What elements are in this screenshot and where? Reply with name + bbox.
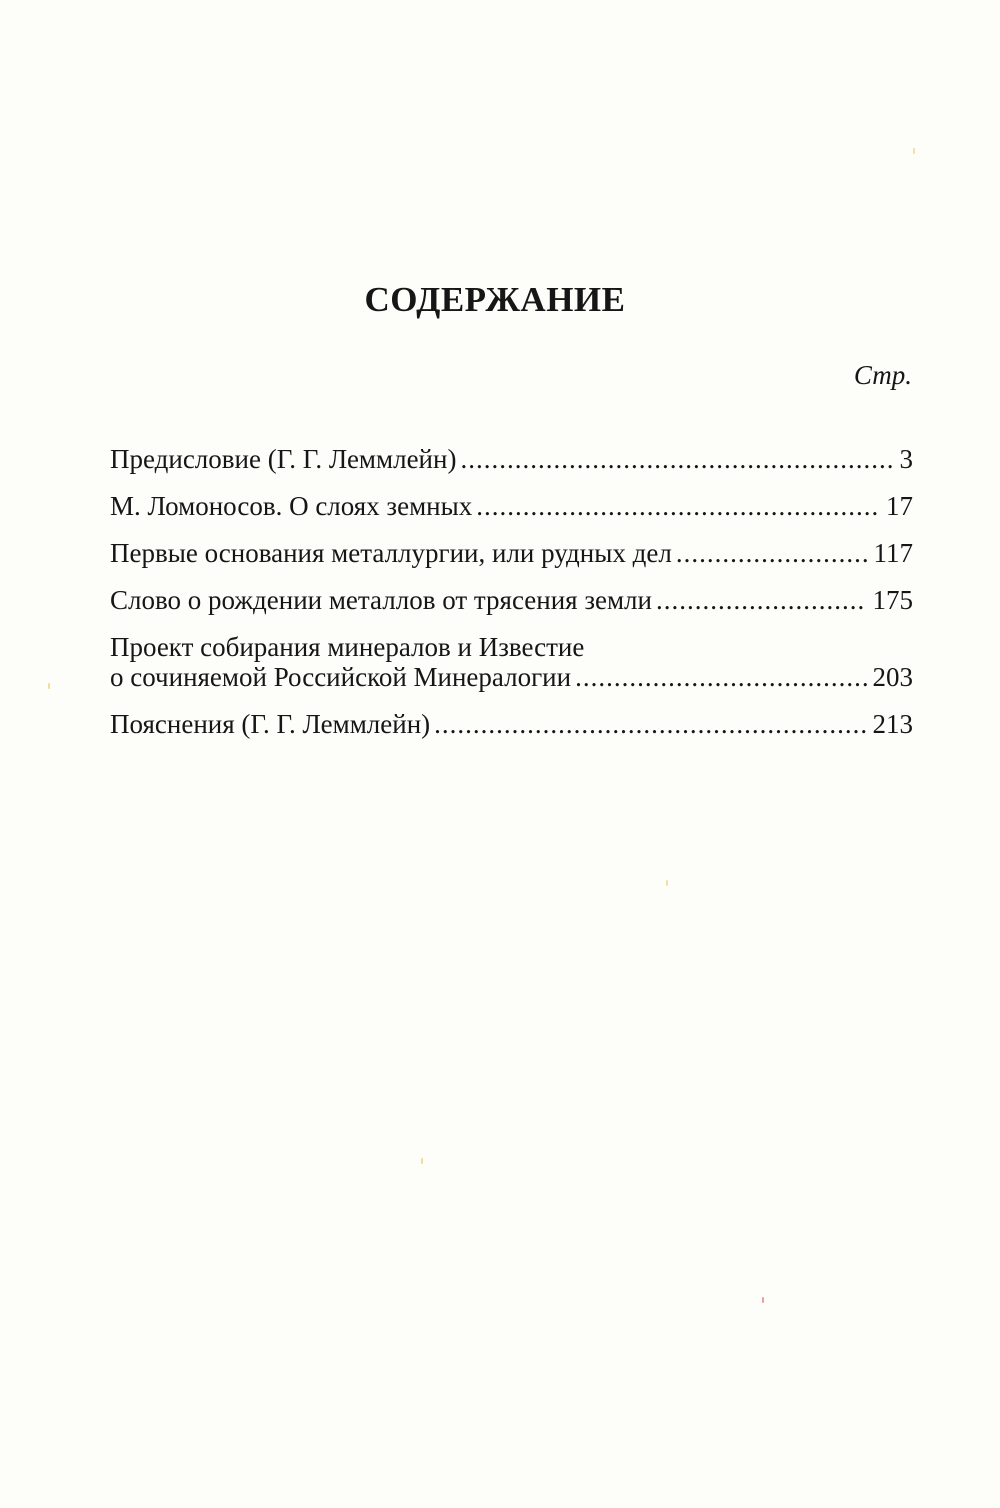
page-title: СОДЕРЖАНИЕ	[364, 280, 626, 319]
toc-entry-title: Предисловие (Г. Г. Леммлейн)	[110, 444, 457, 474]
toc-entry-page: 17	[886, 491, 913, 521]
toc-entry	[110, 709, 913, 739]
toc-entry-line	[110, 632, 913, 662]
toc-entry	[110, 444, 913, 474]
toc-entry-line	[110, 709, 913, 739]
toc-entry-line	[110, 585, 913, 615]
toc-entry	[110, 538, 913, 568]
toc-entry-line	[110, 491, 913, 521]
toc-entry-line	[110, 662, 913, 692]
paper-speck	[48, 683, 50, 689]
toc-entry-page: 117	[873, 538, 913, 568]
paper-speck	[421, 1158, 423, 1164]
table-of-contents	[110, 444, 913, 756]
toc-entry-page: 3	[899, 444, 913, 474]
toc-entry-page: 175	[872, 585, 913, 615]
toc-entry-line	[110, 444, 913, 474]
paper-speck	[762, 1297, 764, 1303]
paper-speck	[666, 880, 668, 886]
page-column-label: Стр.	[853, 360, 912, 390]
toc-entry-title-continued: о сочиняемой Российской Минералогии	[110, 662, 572, 692]
toc-entry-title: Пояснения (Г. Г. Леммлейн)	[110, 709, 431, 739]
dot-leader	[676, 538, 868, 568]
toc-entry-title: Проект собирания минералов и Известие	[110, 632, 585, 662]
dot-leader	[460, 444, 893, 474]
paper-speck	[913, 148, 915, 154]
toc-entry-line	[110, 538, 913, 568]
toc-entry-title: Слово о рождении металлов от трясения земли	[110, 585, 652, 615]
toc-entry-title: М. Ломоносов. О слоях земных	[110, 491, 473, 521]
dot-leader	[476, 491, 880, 521]
toc-entry-page: 213	[872, 709, 913, 739]
dot-leader	[656, 585, 867, 615]
toc-entry-title: Первые основания металлургии, или рудных дел	[110, 538, 672, 568]
dot-leader	[575, 662, 866, 692]
toc-entry	[110, 632, 913, 692]
toc-entry-page: 203	[872, 662, 913, 692]
toc-entry	[110, 585, 913, 615]
toc-entry	[110, 491, 913, 521]
dot-leader	[434, 709, 866, 739]
